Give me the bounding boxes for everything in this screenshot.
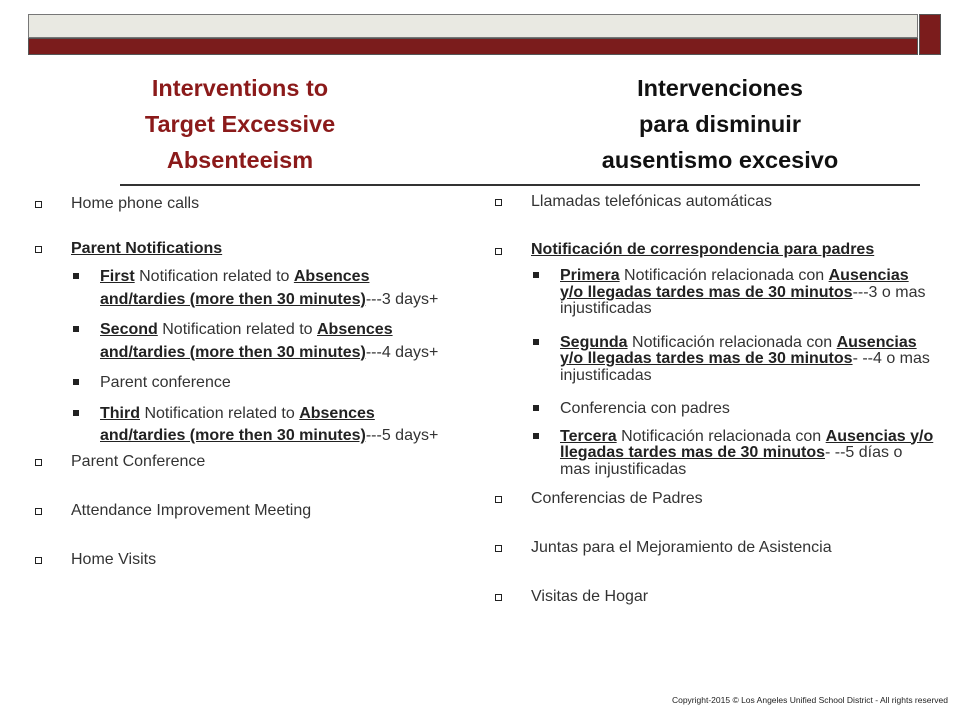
sub-item-first-notification: First Notification related to Absences and/tardies (more then 30 minutes)---3 days+ — [35, 266, 450, 311]
header-bar-dark — [28, 38, 918, 55]
filled-square-bullet-icon — [73, 273, 79, 279]
hollow-square-bullet-icon — [495, 248, 502, 255]
copyright-notice: Copyright-2015 © Los Angeles Unified School District - All rights reserved — [671, 695, 948, 705]
sub-item-third-notification: Tercera Notificación relacionada con Ausencias y/o llegadas tardes mas de 30 minutos- --5 días o mas injustificadas — [495, 429, 935, 479]
header-corner-square — [919, 14, 941, 55]
list-item-home-visits: Home Visits — [35, 549, 450, 571]
filled-square-bullet-icon — [533, 433, 539, 439]
hollow-square-bullet-icon — [495, 199, 502, 206]
filled-square-bullet-icon — [533, 405, 539, 411]
list-item-attendance-meeting: Juntas para el Mejoramiento de Asistencia — [495, 537, 935, 559]
sub-item-first-notification: Primera Notificación relacionada con Ausencias y/o llegadas tardes mas de 30 minutos---3 o mas injustificadas — [495, 268, 935, 318]
hollow-square-bullet-icon — [35, 459, 42, 466]
title-spanish: Intervenciones para disminuir ausentismo excesivo — [601, 75, 839, 173]
list-item-home-visits: Visitas de Hogar — [495, 586, 935, 608]
filled-square-bullet-icon — [73, 379, 79, 385]
spanish-column — [495, 191, 935, 608]
list-item-parent-notifications: Notificación de correspondencia para padres — [495, 240, 935, 260]
list-item-parent-conference: Conferencias de Padres — [495, 488, 935, 510]
list-item-home-calls: Home phone calls — [35, 193, 450, 215]
sub-item-parent-conference: Conferencia con padres — [495, 401, 935, 418]
sub-item-second-notification: Segunda Notificación relacionada con Ausencias y/o llegadas tardes mas de 30 minutos- --4 o mas injustificadas — [495, 335, 935, 385]
english-column — [35, 193, 450, 571]
filled-square-bullet-icon — [73, 410, 79, 416]
hollow-square-bullet-icon — [35, 201, 42, 208]
hollow-square-bullet-icon — [35, 246, 42, 253]
hollow-square-bullet-icon — [495, 496, 502, 503]
sub-item-second-notification: Second Notification related to Absences and/tardies (more then 30 minutes)---4 days+ — [35, 319, 450, 364]
sub-item-parent-conference: Parent conference — [35, 372, 450, 395]
filled-square-bullet-icon — [533, 339, 539, 345]
filled-square-bullet-icon — [533, 272, 539, 278]
hollow-square-bullet-icon — [35, 508, 42, 515]
title-divider — [120, 184, 920, 186]
hollow-square-bullet-icon — [495, 594, 502, 601]
list-item-home-calls: Llamadas telefónicas automáticas — [495, 191, 935, 213]
hollow-square-bullet-icon — [495, 545, 502, 552]
hollow-square-bullet-icon — [35, 557, 42, 564]
filled-square-bullet-icon — [73, 326, 79, 332]
list-item-parent-conference: Parent Conference — [35, 451, 450, 473]
title-english: Interventions to Target Excessive Absenteeism — [144, 75, 336, 173]
sub-item-third-notification: Third Notification related to Absences and/tardies (more then 30 minutes)---5 days+ — [35, 403, 450, 448]
header-bar-light — [28, 14, 918, 38]
list-item-parent-notifications: Parent Notifications — [35, 238, 450, 260]
list-item-attendance-meeting: Attendance Improvement Meeting — [35, 500, 450, 522]
